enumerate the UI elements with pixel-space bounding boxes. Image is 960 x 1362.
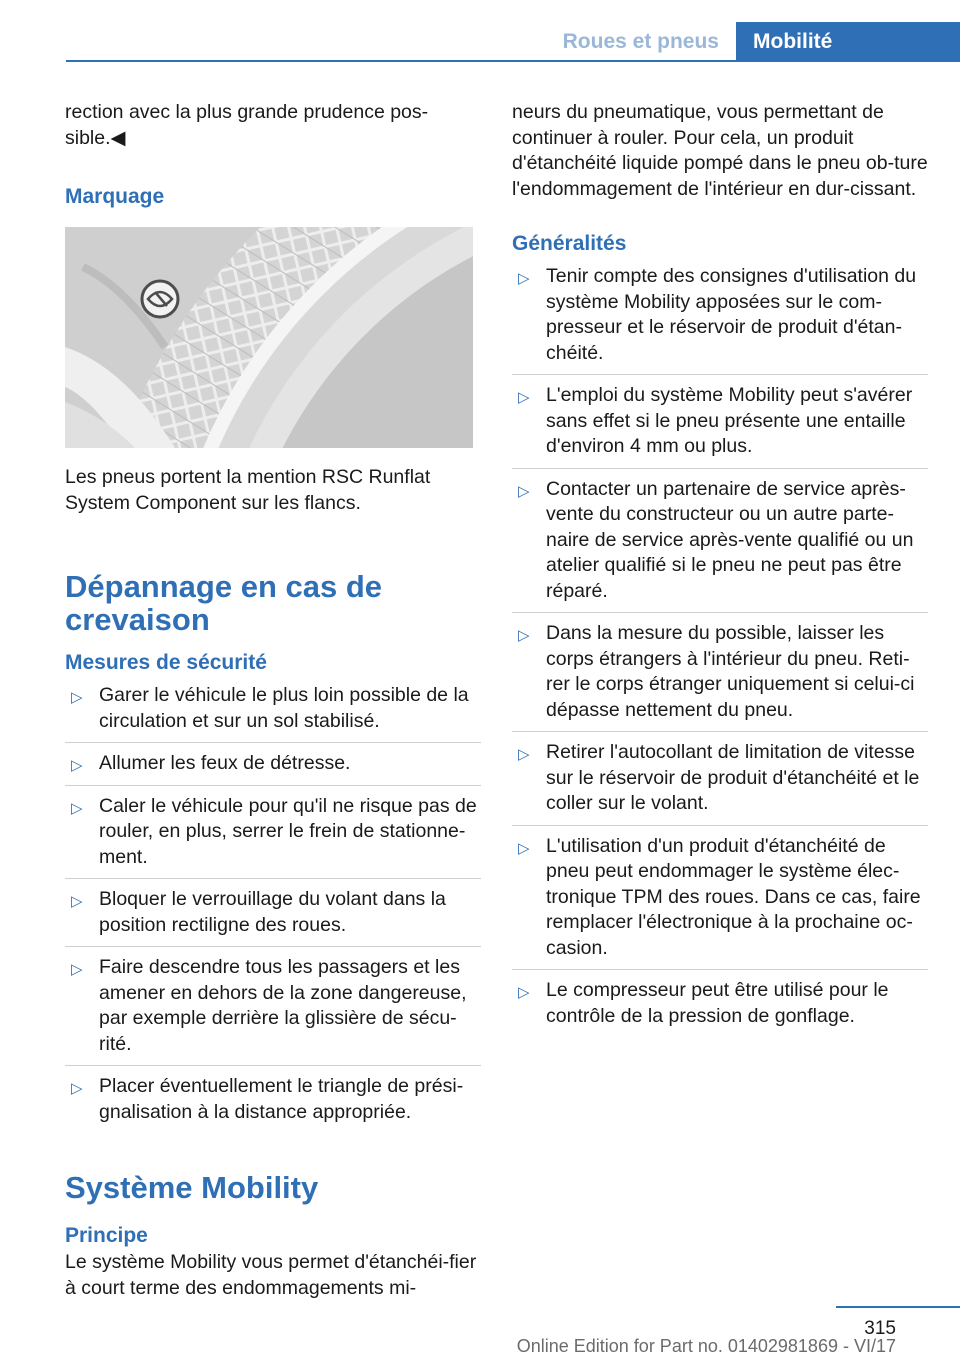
triangle-bullet-icon: ▷ [518, 627, 530, 644]
triangle-bullet-icon: ▷ [518, 984, 530, 1001]
marquage-heading: Marquage [65, 185, 165, 208]
principe-heading: Principe [65, 1224, 148, 1247]
depannage-heading: Dépannage en cas de crevaison [65, 569, 383, 637]
footer-rule [836, 1306, 960, 1308]
list-item: ▷ Bloquer le verrouillage du volant dans la position rectiligne des roues. [65, 887, 481, 947]
list-item: ▷ Contacter un partenaire de service après-vente du constructeur ou un autre parte-naire de service après-vente qualifié ou un atelier qualifié si le pneu ne peut pas être réparé. [512, 477, 928, 614]
tire-marking-figure [65, 227, 473, 448]
triangle-bullet-icon: ▷ [518, 839, 530, 857]
list-item: ▷ Garer le véhicule le plus loin possible de la circulation et sur un sol stabilisé. [65, 683, 481, 743]
triangle-bullet-icon: ▷ [518, 270, 530, 287]
principe-text: Le système Mobility vous permet d'étanchéi-fier à court terme des endommagements mi- [65, 1251, 477, 1299]
runflat-symbol-icon [142, 281, 178, 317]
list-item: ▷ Retirer l'autocollant de limitation de vitesse sur le réservoir de produit d'étanchéité et le coller sur le volant. [512, 740, 928, 826]
triangle-bullet-icon: ▷ [71, 757, 83, 774]
triangle-bullet-icon: ▷ [518, 746, 530, 763]
principe-continued: neurs du pneumatique, vous permettant de continuer à rouler. Pour cela, un produit d'étanchéité liquide pompé dans le pneu ob-ture l'endommagement de l'intérieur en dur-cissant. [512, 101, 928, 200]
generalites-list [512, 264, 928, 1037]
mesures-heading: Mesures de sécurité [65, 651, 267, 674]
triangle-bullet-icon: ▷ [71, 689, 83, 706]
list-item: ▷ Faire descendre tous les passagers et les amener en dehors de la zone dangereuse, par exemple derrière la glissière de sécu-rité. [65, 955, 481, 1066]
triangle-bullet-icon: ▷ [518, 389, 530, 406]
triangle-bullet-icon: ▷ [518, 482, 530, 500]
list-item: ▷ Dans la mesure du possible, laisser les corps étrangers à l'intérieur du pneu. Reti-rer le corps étranger uniquement si celui-ci dépasse nettement du pneu. [512, 621, 928, 732]
list-item: ▷ L'utilisation d'un produit d'étanchéité de pneu peut endommager le système élec-tronique TPM des roues. Dans ce cas, faire remplacer l'électronique à la prochaine oc-casion. [512, 834, 928, 971]
right-column [512, 100, 928, 1045]
list-item: ▷ Allumer les feux de détresse. [65, 751, 481, 786]
triangle-bullet-icon: ▷ [71, 799, 83, 817]
header-section-tab[interactable]: Roues et pneus [562, 30, 719, 53]
generalites-heading: Généralités [512, 232, 627, 255]
mesures-list [65, 683, 481, 1133]
triangle-bullet-icon: ▷ [71, 1080, 83, 1097]
header-chapter-tab[interactable]: Mobilité [736, 22, 960, 62]
triangle-bullet-icon: ▷ [71, 893, 83, 910]
figure-caption: Les pneus portent la mention RSC Runflat System Component sur les flancs. [65, 466, 431, 514]
list-item: ▷ Placer éventuellement le triangle de prési-gnalisation à la distance appropriée. [71, 1075, 464, 1123]
triangle-bullet-icon: ▷ [71, 961, 83, 978]
left-column [65, 100, 481, 1301]
intro-text: rection avec la plus grande prudence pos- sible.◀ [65, 101, 429, 149]
list-item: ▷ Caler le véhicule pour qu'il ne risque pas de rouler, en plus, serrer le frein de stationne-ment. [65, 794, 481, 880]
edition-footer: Online Edition for Part no. 01402981869 - VI/17 [516, 1336, 896, 1356]
page-number: 315 [864, 1318, 896, 1339]
list-item: ▷ L'emploi du système Mobility peut s'avérer sans effet si le pneu présente une entaille d'environ 4 mm ou plus. [512, 383, 928, 469]
header-rule [66, 60, 960, 62]
mobility-heading: Système Mobility [65, 1170, 319, 1205]
list-item: ▷ Le compresseur peut être utilisé pour le contrôle de la pression de gonflage. [518, 979, 889, 1027]
list-item: ▷ Tenir compte des consignes d'utilisation du système Mobility apposées sur le com-presseur et le réservoir de produit d'étan-chéité. [512, 264, 928, 375]
